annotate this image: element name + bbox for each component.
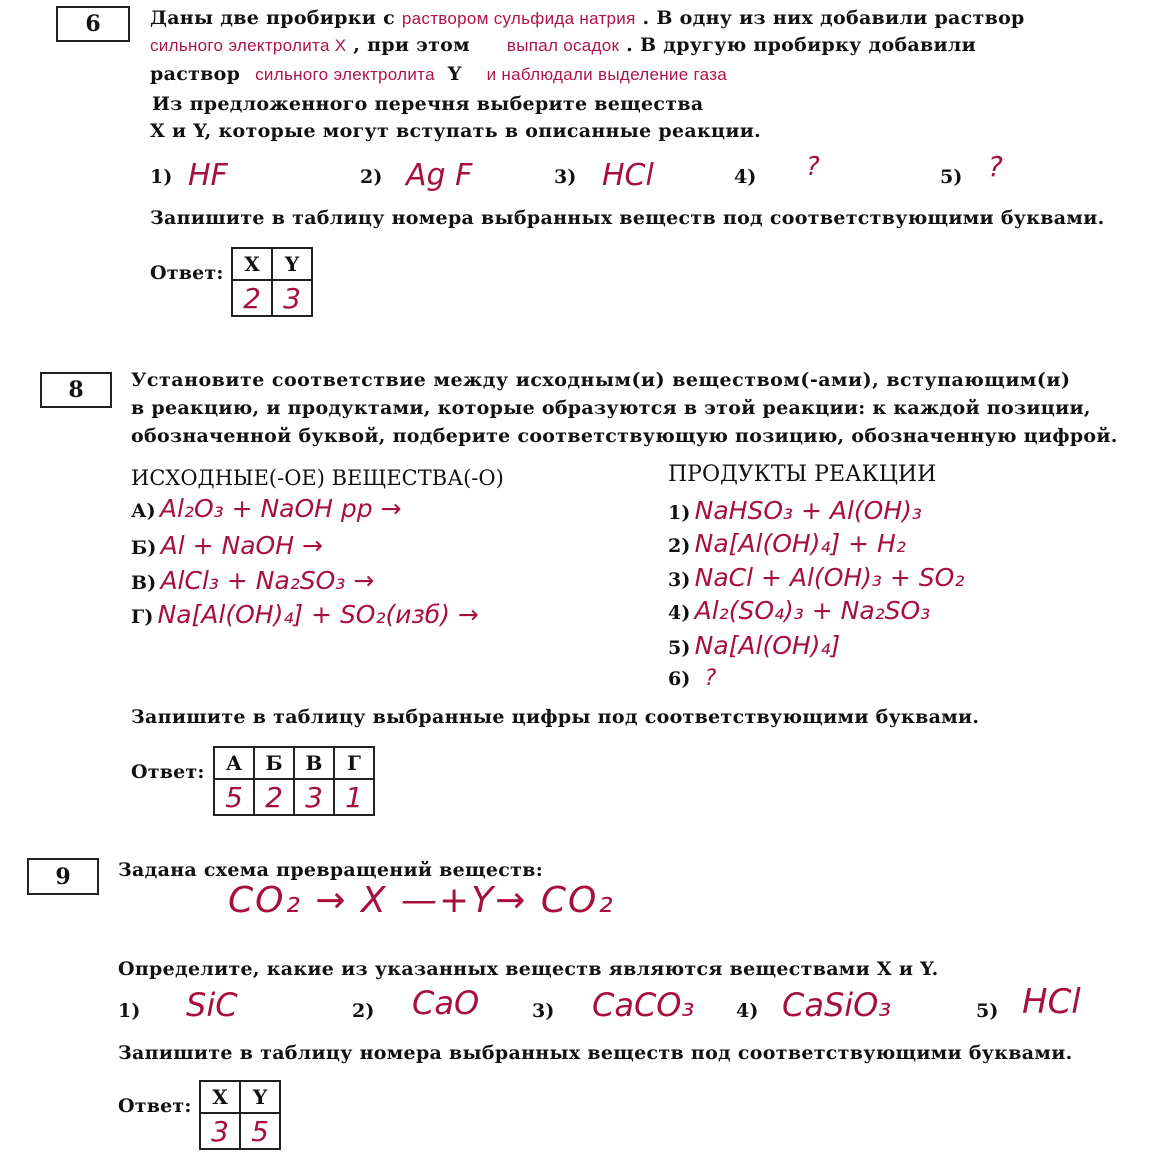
q9-answer-table xyxy=(199,1080,281,1150)
q9-answer-cell-y[interactable]: 5 xyxy=(240,1113,280,1149)
q9-answer-header-x: X xyxy=(200,1081,240,1113)
q9-option-1-value: SiC xyxy=(186,986,238,1024)
q9-option-3-value: CaCO₃ xyxy=(592,986,695,1024)
q9-option-2-num: 2) xyxy=(352,1000,375,1022)
q8-reactant-v xyxy=(131,566,374,595)
q9-option-4-num: 4) xyxy=(736,1000,759,1022)
q6-typed-insert: и наблюдали выделение газа xyxy=(486,65,728,84)
q6-option-5-value: ? xyxy=(988,150,1003,183)
q9-option-5-num: 5) xyxy=(976,1000,999,1022)
question-number-6: 6 xyxy=(56,6,130,42)
q8-product-num: 3) xyxy=(668,569,691,591)
q9-option-4-value: CaSiO₃ xyxy=(782,986,892,1024)
q6-option-1-value: HF xyxy=(188,158,228,193)
q8-reactant-value: Al + NaOH → xyxy=(160,531,323,560)
q6-option-1-num: 1) xyxy=(150,166,173,188)
q8-product-3 xyxy=(668,563,964,592)
q8-reactant-letter: А) xyxy=(131,500,156,522)
q8-answer-header-a: А xyxy=(214,747,254,779)
q8-answer-cell-g[interactable]: 1 xyxy=(334,779,374,815)
q6-text: Даны две пробирки с xyxy=(150,7,395,29)
q6-typed-insert: сильного электролита xyxy=(255,65,435,84)
q6-answer-header-x: X xyxy=(232,248,272,280)
q6-options xyxy=(150,150,1010,198)
q6-option-5-num: 5) xyxy=(940,166,963,188)
q8-product-6 xyxy=(668,666,716,691)
q6-line-1 xyxy=(150,7,1025,29)
q8-product-2 xyxy=(668,529,906,558)
q6-typed-insert: сильного электролита X xyxy=(150,36,347,55)
q8-answer-header-b: Б xyxy=(254,747,294,779)
q8-instruction: Запишите в таблицу выбранные цифры под соответствующими буквами. xyxy=(131,706,980,728)
q8-product-num: 2) xyxy=(668,535,691,557)
question-number-9: 9 xyxy=(27,858,99,895)
q8-left-title: ИСХОДНЫЕ(-ОЕ) ВЕЩЕСТВА(-О) xyxy=(131,466,504,490)
q8-reactants-list xyxy=(131,494,611,644)
q8-answer-cell-v[interactable]: 3 xyxy=(294,779,334,815)
q8-product-value: Na[Al(OH)₄] xyxy=(694,631,841,660)
q8-product-num: 5) xyxy=(668,637,691,659)
q8-reactant-value: AlCl₃ + Na₂SO₃ → xyxy=(160,566,375,595)
q6-option-2-value: Ag F xyxy=(406,158,473,193)
q8-line-1: Установите соответствие между исходным(и) веществом(-ами), вступающим(и) xyxy=(131,369,1071,391)
q6-text: раствор xyxy=(150,63,241,85)
q6-text: . В другую пробирку добавили xyxy=(626,34,977,56)
q6-answer-table xyxy=(231,247,313,317)
q8-product-value: Na[Al(OH)₄] + H₂ xyxy=(694,529,906,558)
q8-product-value: ? xyxy=(704,666,717,691)
q8-product-5 xyxy=(668,631,840,660)
q6-answer-cell-x[interactable]: 2 xyxy=(232,280,272,316)
q8-answer-label: Ответ: xyxy=(131,761,205,783)
q9-answer-header-y: Y xyxy=(240,1081,280,1113)
q8-product-num: 1) xyxy=(668,502,691,524)
q6-typed-insert: выпал осадок xyxy=(506,36,620,55)
q6-option-4-value: ? xyxy=(806,152,820,182)
q9-answer-label: Ответ: xyxy=(118,1095,192,1117)
q6-text: , при этом xyxy=(353,34,470,56)
q8-product-value: Al₂(SO₄)₃ + Na₂SO₃ xyxy=(694,596,931,625)
q6-answer-cell-y[interactable]: 3 xyxy=(272,280,312,316)
q9-answer-cell-x[interactable]: 3 xyxy=(200,1113,240,1149)
q8-right-title: ПРОДУКТЫ РЕАКЦИИ xyxy=(668,462,937,487)
q8-reactant-value: Na[Al(OH)₄] + SO₂(изб) → xyxy=(157,600,479,629)
q8-reactant-b xyxy=(131,531,323,560)
q6-option-4-num: 4) xyxy=(734,166,757,188)
q6-option-2-num: 2) xyxy=(360,166,383,188)
q9-option-2-value: CaO xyxy=(412,984,480,1022)
q8-product-value: NaHSO₃ + Al(OH)₃ xyxy=(694,496,922,525)
q8-reactant-g xyxy=(131,600,479,629)
q8-line-2: в реакцию, и продуктами, которые образуются в этой реакции: к каждой позиции, xyxy=(131,397,1091,419)
q6-answer-header-y: Y xyxy=(272,248,312,280)
q8-reactant-value: Al₂O₃ + NaOH рр → xyxy=(159,494,402,523)
q8-answer-cell-b[interactable]: 2 xyxy=(254,779,294,815)
q9-option-1-num: 1) xyxy=(118,1000,141,1022)
q8-reactant-letter: Г) xyxy=(131,606,154,628)
q9-option-3-num: 3) xyxy=(532,1000,555,1022)
q8-reactant-letter: Б) xyxy=(131,537,157,559)
q9-option-5-value: HCl xyxy=(1022,982,1081,1022)
q9-scheme: CO₂ → X —+Y→ CO₂ xyxy=(228,880,615,921)
q9-instruction: Запишите в таблицу номера выбранных веществ под соответствующими буквами. xyxy=(118,1042,1073,1064)
q6-line-4: Из предложенного перечня выберите вещества xyxy=(152,93,704,115)
q6-text: . В одну из них добавили раствор xyxy=(642,7,1025,29)
q6-line-2 xyxy=(150,34,976,56)
q8-answer-header-g: Г xyxy=(334,747,374,779)
q6-typed-insert: раствором сульфида натрия xyxy=(401,9,636,28)
q8-reactant-letter: В) xyxy=(131,572,157,594)
q8-product-1 xyxy=(668,496,922,525)
q8-product-num: 4) xyxy=(668,602,691,624)
question-number-8: 8 xyxy=(40,372,112,408)
q8-products-list xyxy=(668,496,1108,696)
q8-product-value: NaCl + Al(OH)₃ + SO₂ xyxy=(694,563,965,592)
q9-options xyxy=(118,982,1128,1028)
q6-line-5: X и Y, которые могут вступать в описанные реакции. xyxy=(150,120,762,142)
q8-answer-table xyxy=(213,746,375,816)
q8-line-3: обозначенной буквой, подберите соответствующую позицию, обозначенную цифрой. xyxy=(131,425,1118,447)
q6-option-3-value: HCl xyxy=(602,158,654,193)
q6-answer-label: Ответ: xyxy=(150,262,224,284)
q6-text: Y xyxy=(447,63,462,85)
q6-option-3-num: 3) xyxy=(554,166,577,188)
q9-line-1: Задана схема превращений веществ: xyxy=(118,859,544,881)
q6-instruction: Запишите в таблицу номера выбранных веществ под соответствующими буквами. xyxy=(150,207,1105,229)
q8-answer-cell-a[interactable]: 5 xyxy=(214,779,254,815)
q9-question: Определите, какие из указанных веществ являются веществами X и Y. xyxy=(118,958,939,980)
q6-line-3 xyxy=(150,63,727,85)
q8-product-4 xyxy=(668,596,930,625)
q8-reactant-a xyxy=(131,494,402,523)
q8-product-num: 6) xyxy=(668,668,691,690)
q8-answer-header-v: В xyxy=(294,747,334,779)
